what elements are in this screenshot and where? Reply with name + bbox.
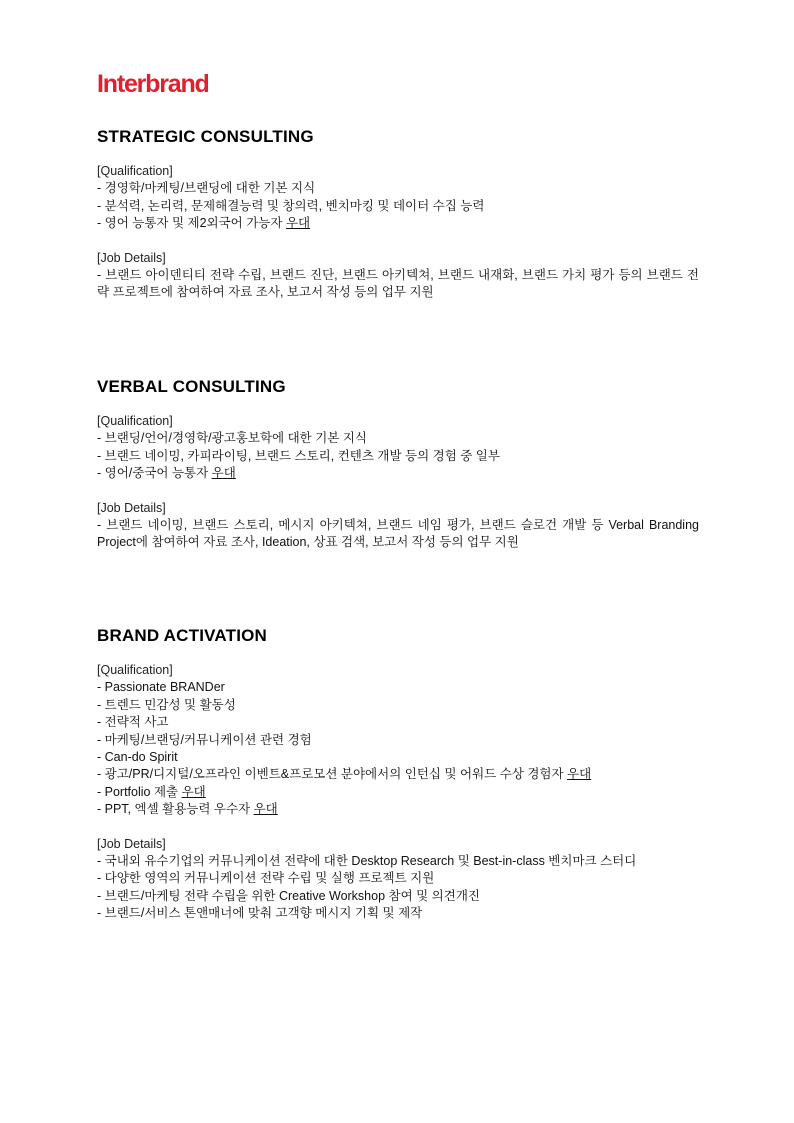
qualification-label: [Qualification] bbox=[97, 663, 173, 677]
preferred-mark: 우대 bbox=[181, 784, 206, 799]
list-item: - 국내외 유수기업의 커뮤니케이션 전략에 대한 Desktop Research 및 Best-in-class 벤치마크 스터디 bbox=[97, 854, 637, 869]
list-item: - 전략적 사고 bbox=[97, 715, 169, 730]
qualification-list bbox=[97, 430, 699, 482]
list-item: - PPT, 엑셀 활용능력 우수자 우대 bbox=[97, 802, 278, 817]
job-details-text: - 브랜드 네이밍, 브랜드 스토리, 메시지 아키텍쳐, 브랜드 네임 평가, 브랜드 슬로건 개발 등 Verbal Branding Project에 참여하여 자료 조사, Ideation, 상표 검색, 보고서 작성 등의 업무 지원 bbox=[97, 518, 699, 550]
job-details-label: [Job Details] bbox=[97, 500, 166, 515]
list-item: - 분석력, 논리력, 문제해결능력 및 창의력, 벤치마킹 및 데이터 수집 능력 bbox=[97, 198, 485, 213]
list-item: - Portfolio 제출 우대 bbox=[97, 784, 206, 799]
preferred-mark: 우대 bbox=[567, 767, 592, 782]
qualification-label: [Qualification] bbox=[97, 164, 173, 178]
interbrand-logo: Interbrand bbox=[97, 70, 209, 98]
section-title: STRATEGIC CONSULTING bbox=[97, 127, 314, 146]
preferred-mark: 우대 bbox=[211, 466, 236, 481]
section-strategic-consulting bbox=[97, 127, 699, 302]
list-item: - 브랜드/마케팅 전략 수립을 위한 Creative Workshop 참여 및 의견개진 bbox=[97, 888, 480, 903]
list-item: - 영어/중국어 능통자 우대 bbox=[97, 466, 236, 481]
qualification-label: [Qualification] bbox=[97, 414, 173, 428]
list-item: - 다양한 영역의 커뮤니케이션 전략 수립 및 실행 프로젝트 지원 bbox=[97, 871, 435, 886]
list-item: - 광고/PR/디지털/오프라인 이벤트&프로모션 분야에서의 인턴십 및 어워드 수상 경험자 우대 bbox=[97, 767, 592, 782]
list-item: - 경영학/마케팅/브랜딩에 대한 기본 지식 bbox=[97, 181, 316, 196]
list-item: - 브랜드 네이밍, 카피라이팅, 브랜드 스토리, 컨텐츠 개발 등의 경험 중 일부 bbox=[97, 448, 500, 463]
section-verbal-consulting bbox=[97, 377, 699, 552]
section-brand-activation bbox=[97, 626, 699, 923]
job-details-text: - 브랜드 아이덴티티 전략 수립, 브랜드 진단, 브랜드 아키텍쳐, 브랜드 내재화, 브랜드 가치 평가 등의 브랜드 전략 프로젝트에 참여하여 자료 조사, 보고서 작성 등의 업무 지원 bbox=[97, 268, 699, 300]
job-details-label: [Job Details] bbox=[97, 836, 166, 851]
qualification-list bbox=[97, 679, 699, 818]
preferred-mark: 우대 bbox=[253, 802, 278, 817]
list-item: - 브랜드/서비스 톤앤매너에 맞춰 고객향 메시지 기획 및 제작 bbox=[97, 906, 423, 921]
section-title: BRAND ACTIVATION bbox=[97, 626, 268, 645]
qualification-list bbox=[97, 180, 699, 232]
preferred-mark: 우대 bbox=[285, 216, 311, 231]
list-item: - 영어 능통자 및 제2외국어 가능자 우대 bbox=[97, 216, 311, 231]
list-item: - Passionate BRANDer bbox=[97, 680, 225, 695]
list-item: - 트렌드 민감성 및 활동성 bbox=[97, 697, 236, 712]
section-title: VERBAL CONSULTING bbox=[97, 377, 286, 396]
list-item: - Can-do Spirit bbox=[97, 750, 178, 765]
list-item: - 브랜딩/언어/경영학/광고홍보학에 대한 기본 지식 bbox=[97, 431, 367, 446]
job-details-label: [Job Details] bbox=[97, 250, 166, 265]
job-details-list bbox=[97, 853, 699, 923]
list-item: - 마케팅/브랜딩/커뮤니케이션 관련 경험 bbox=[97, 732, 312, 747]
